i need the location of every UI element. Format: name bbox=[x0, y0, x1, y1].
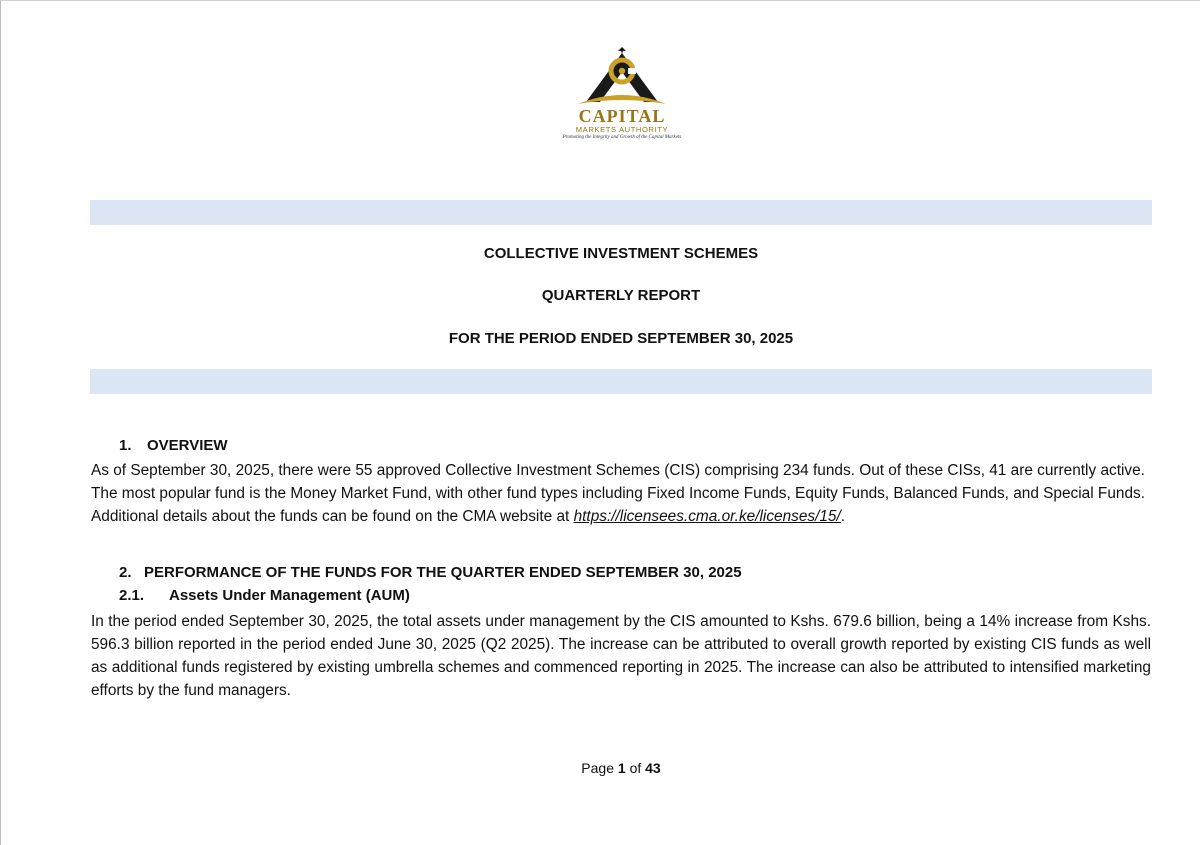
title-band-top bbox=[90, 200, 1152, 225]
section-2-number: 2. bbox=[119, 564, 132, 581]
page-edge-top bbox=[0, 0, 1200, 1]
section-1-text: As of September 30, 2025, there were 55 approved Collective Investment Schemes (CIS) comprising 234 funds. Out of these CISs, 41 are currently active. The most popular fund is the Money Market Fund, with other fund types including Fixed Income Funds, Equity Funds, Balanced Funds, and Special Funds. Additional details about the funds can be found on the CMA website at bbox=[91, 462, 1145, 525]
logo-name: CAPITAL bbox=[578, 106, 666, 126]
footer-current-page: 1 bbox=[617, 760, 626, 776]
cma-website-link[interactable]: https://licensees.cma.or.ke/licenses/15/ bbox=[573, 508, 841, 525]
section-1-title: OVERVIEW bbox=[147, 437, 228, 454]
section-2-1-number: 2.1. bbox=[119, 587, 145, 604]
footer-page-word: Page bbox=[581, 760, 614, 776]
page-edge-left bbox=[0, 0, 1, 845]
section-2-1-heading bbox=[119, 587, 410, 604]
footer-total-pages: 43 bbox=[645, 760, 661, 776]
section-1-paragraph bbox=[91, 459, 1151, 528]
section-1-text-end: . bbox=[840, 508, 846, 525]
report-title: COLLECTIVE INVESTMENT SCHEMES bbox=[483, 245, 759, 262]
section-2-title: PERFORMANCE OF THE FUNDS FOR THE QUARTER ENDED SEPTEMBER 30, 2025 bbox=[144, 564, 742, 581]
report-subtitle: QUARTERLY REPORT bbox=[541, 287, 701, 304]
footer-of-word: of bbox=[629, 760, 642, 776]
title-band-bottom bbox=[90, 369, 1152, 394]
section-2-1-title: Assets Under Management (AUM) bbox=[169, 587, 410, 604]
cma-logo bbox=[560, 46, 684, 146]
logo-tagline: Promoting the Integrity and Growth of the Capital Markets bbox=[562, 135, 682, 140]
section-1-number: 1. bbox=[119, 437, 132, 454]
logo-subtitle: MARKETS AUTHORITY bbox=[575, 125, 669, 134]
cma-logo-mark-icon bbox=[560, 46, 684, 108]
section-2-heading bbox=[119, 564, 742, 581]
section-2-1-paragraph: In the period ended September 30, 2025, the total assets under management by the CIS amounted to Kshs. 679.6 billion, being a 14% increase from Kshs. 596.3 billion reported in the period ended June 30, 2025 (Q2 2025). The increase can be attributed to overall growth reported by existing CIS funds as well as additional funds registered by existing umbrella schemes and commenced reporting in 2025. The increase can also be attributed to intensified marketing efforts by the fund managers. bbox=[91, 613, 1151, 699]
report-period: FOR THE PERIOD ENDED SEPTEMBER 30, 2025 bbox=[448, 330, 794, 347]
page-footer bbox=[90, 760, 1152, 776]
section-1-heading bbox=[119, 437, 228, 454]
